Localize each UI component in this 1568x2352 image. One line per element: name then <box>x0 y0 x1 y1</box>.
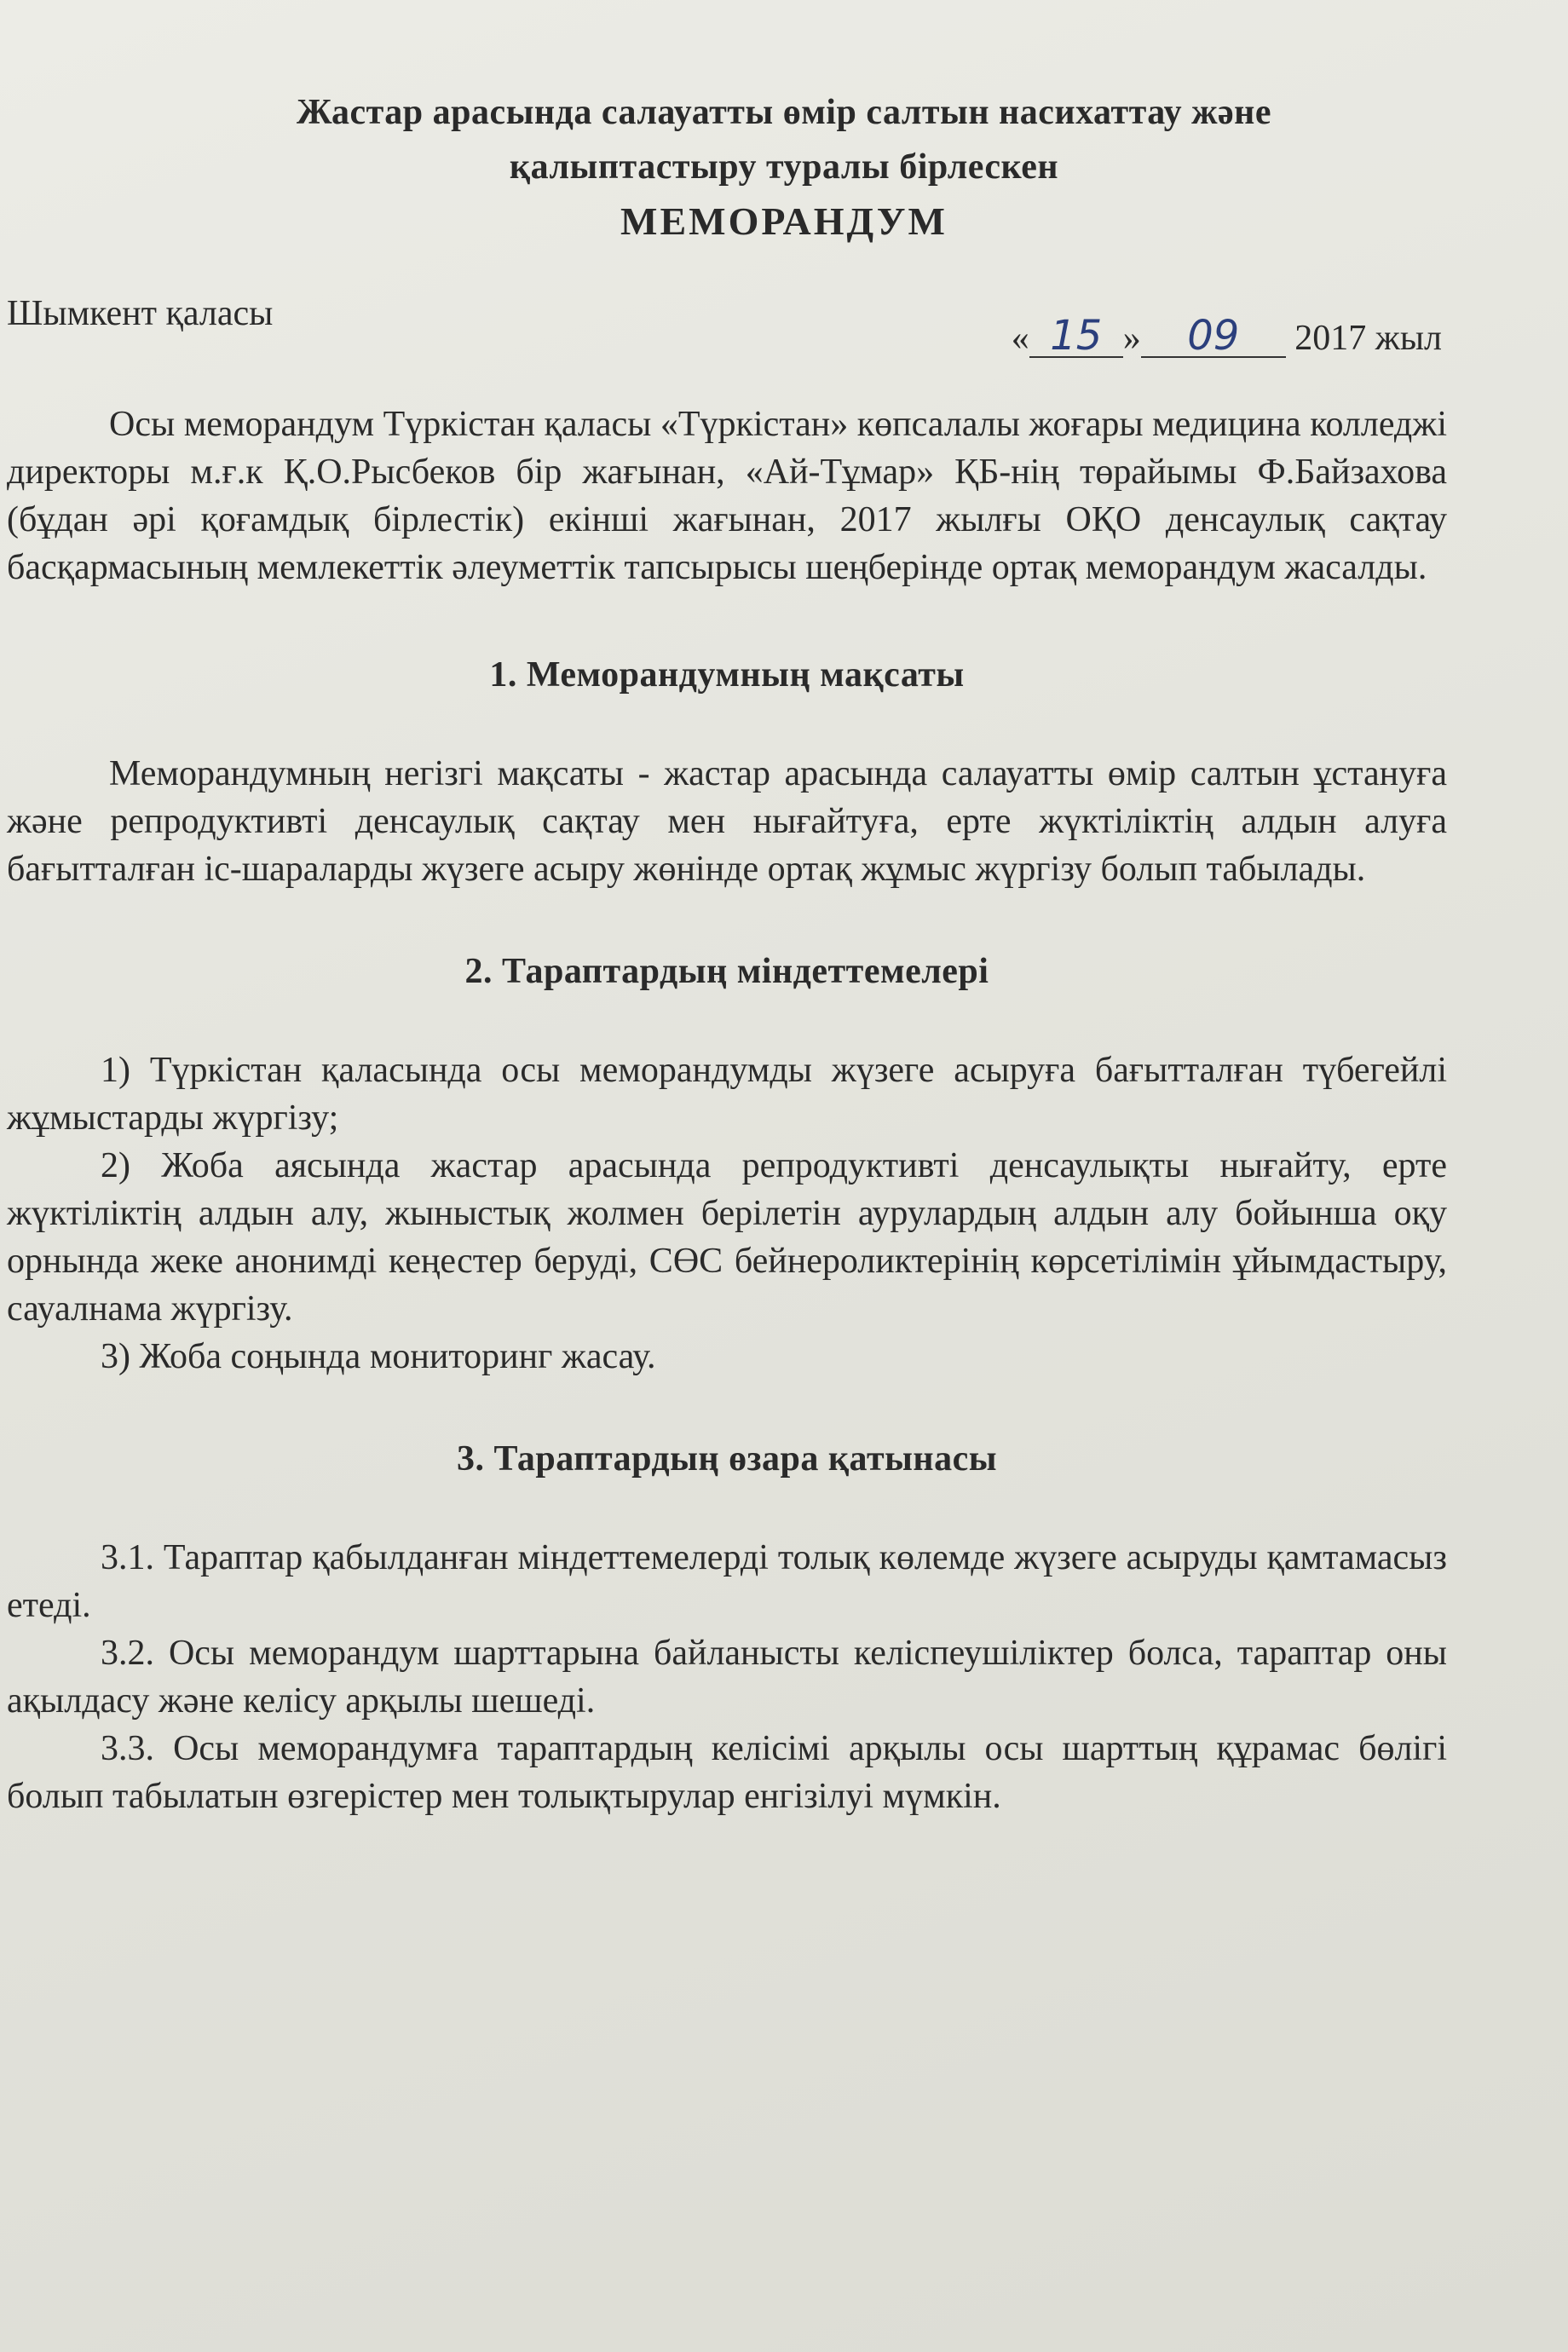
title-line-1: Жастар арасында салауатты өмір салтын насихаттау және <box>296 93 1272 132</box>
title-line-2: қалыптастыру туралы бірлескен <box>509 147 1059 187</box>
section-3-clause-1: 3.1. Тараптар қабылданған міндеттемелерді толық көлемде жүзеге асыруды қамтамасыз етеді. <box>7 1538 1447 1625</box>
date-open-quote: « <box>1011 319 1029 358</box>
section-1-heading: 1. Меморандумның мақсаты <box>489 655 965 695</box>
intro-paragraph: Осы меморандум Түркістан қаласы «Түркістан» көпсалалы жоғары медицина колледжі директоры м.ғ.к Қ.О.Рысбеков бір жағынан, «Ай-Тұмар» ҚБ-нің төрайымы Ф.Байзахова (бұдан әрі қоғамдық бірлестік) екінші жағынан, 2017 жылғы ОҚО денсаулық сақтау басқармасының мемлекеттік әлеуметтік тапсырысы шеңберінде ортақ меморандум жасалды. <box>7 405 1447 587</box>
section-2-item-2: 2) Жоба аясында жастар арасында репродуктивті денсаулықты нығайту, ерте жүктіліктің алдын алу, жыныстық жолмен берілетін аурулардың алдын алу бойынша оқу орнында жеке анонимді кеңестер беруді, СӨС бейнероликтерінің көрсетілімін ұйымдастыру, сауалнама жүргізу. <box>7 1146 1447 1329</box>
section-3-clause-2: 3.2. Осы меморандум шарттарына байланысты келіспеушіліктер болса, тараптар оны ақылдасу және келісу арқылы шешеді. <box>7 1634 1447 1721</box>
document-body <box>7 401 1447 1820</box>
date-day-handwritten: 15 <box>1029 315 1123 358</box>
date-month-handwritten: 09 <box>1141 315 1286 358</box>
section-2-heading: 2. Тараптардың міндеттемелері <box>464 952 989 991</box>
document-date <box>1011 312 1442 360</box>
document-header <box>0 85 1568 249</box>
section-3-clause-3: 3.3. Осы меморандумға тараптардың келісімі арқылы осы шарттың құрамас бөлігі болып табылатын өзгерістер мен толықтырулар енгізілуі мүмкін. <box>7 1729 1447 1816</box>
date-close-quote: » <box>1122 319 1141 358</box>
section-3-heading: 3. Тараптардың өзара қатынасы <box>456 1439 998 1479</box>
date-year: 2017 жыл <box>1294 319 1442 358</box>
section-2-item-3: 3) Жоба соңында мониторинг жасау. <box>101 1337 656 1376</box>
document-type-title: МЕМОРАНДУМ <box>620 199 948 243</box>
place-of-signing: Шымкент қаласы <box>7 294 274 333</box>
section-1-paragraph: Меморандумның негізгі мақсаты - жастар арасында салауатты өмір салтын ұстануға және репродуктивті денсаулық сақтау мен нығайтуға, ерте жүктіліктің алдын алуға бағытталған іс-шараларды жүзеге асыру жөнінде ортақ жұмыс жүргізу болып табылады. <box>7 754 1447 889</box>
section-2-item-1: 1) Түркістан қаласында осы меморандумды жүзеге асыруға бағытталған түбегейлі жұмыстарды жүргізу; <box>7 1051 1447 1138</box>
